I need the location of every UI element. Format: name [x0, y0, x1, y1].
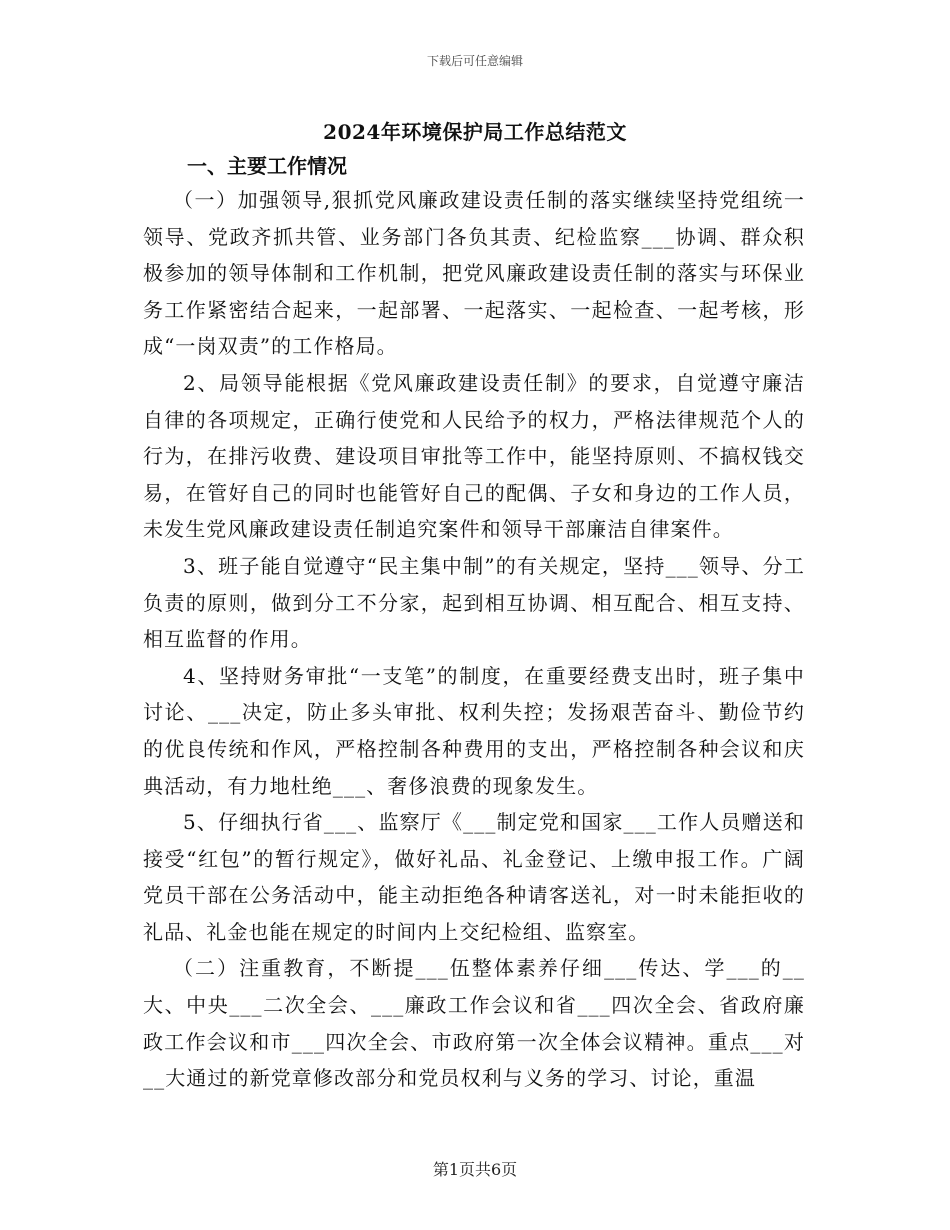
paragraph: 3、班子能自觉遵守“民主集中制”的有关规定，坚持___领导、分工负责的原则，做到分工不分家，起到相互协调、相互配合、相互支持、相互监督的作用。 [143, 553, 805, 652]
paragraph: 4、坚持财务审批“一支笔”的制度，在重要经费支出时，班子集中讨论、___决定，防止多头审批、权利失控；发扬艰苦奋斗、勤俭节约的优良传统和作风，严格控制各种费用的支出，严格控制各种会议和庆典活动，有力地杜绝___、奢侈浪费的现象发生。 [143, 663, 805, 798]
page-number: 第1页共6页 [432, 1160, 518, 1179]
paragraph: 5、仔细执行省___、监察厅《___制定党和国家___工作人员赠送和接受“红包”的暂行规定》，做好礼品、礼金登记、上缴申报工作。广阔党员干部在公务活动中，能主动拒绝各种请客送礼，对一时未能拒收的礼品、礼金也能在规定的时间内上交纪检组、监察室。 [143, 810, 805, 944]
paragraph: （一）加强领导,狠抓党风廉政建设责任制的落实继续坚持党组统一领导、党政齐抓共管、业务部门各负其责、纪检监察___协调、群众积极参加的领导体制和工作机制，把党风廉政建设责任制的落实与环保业务工作紧密结合起来，一起部署、一起落实、一起检查、一起考核，形成“一岗双责”的工作格局。 [143, 188, 805, 359]
header-note: 下载后可任意编辑 [426, 54, 523, 68]
paragraph: （二）注重教育，不断提___伍整体素养仔细___传达、学___的__大、中央___二次全会、___廉政工作会议和省___四次全会、省政府廉政工作会议和市___四次全会、市政府第一次全体会议精神。重点___对__大通过的新党章修改部分和党员权利与义务的学习、讨论，重温 [143, 956, 805, 1091]
paragraph: 2、局领导能根据《党风廉政建设责任制》的要求，自觉遵守廉洁自律的各项规定，正确行使党和人民给予的权力，严格法律规范个人的行为，在排污收费、建设项目审批等工作中，能坚持原则、不搞权钱交易，在管好自己的同时也能管好自己的配偶、子女和身边的工作人员，未发生党风廉政建设责任制追究案件和领导干部廉洁自律案件。 [143, 370, 805, 542]
document-body [143, 182, 805, 1097]
document-title: 2024年环境保护局工作总结范文 [323, 120, 627, 144]
section-heading: 一、主要工作情况 [187, 154, 347, 178]
